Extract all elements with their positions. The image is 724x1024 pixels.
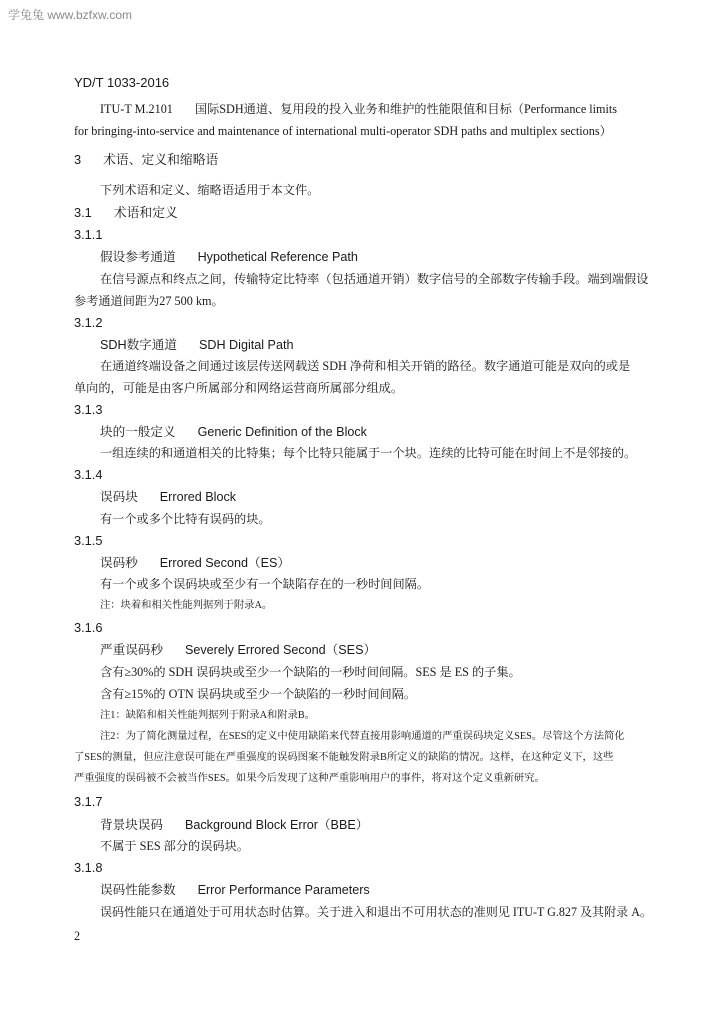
term-note: 注1：缺陷和相关性能判据列于附录A和附录B。: [100, 710, 316, 721]
term-title-en: Generic Definition of the Block: [197, 425, 367, 439]
term-title-zh: 块的一般定义: [100, 425, 176, 439]
term-definition-line: 含有≥30%的 SDH 误码块或至少一个缺陷的一秒时间间隔。SES 是 ES 的子集。: [100, 665, 521, 679]
term-title-zh: SDH数字通道: [100, 338, 177, 352]
term-number: 3.1.8: [74, 860, 103, 875]
term-definition-line: 参考通道间距为27 500 km。: [74, 294, 224, 308]
term-definition-line: 含有≥15%的 OTN 误码块或至少一个缺陷的一秒时间间隔。: [100, 687, 417, 701]
subsection-heading: [74, 207, 178, 220]
section-heading: [74, 154, 218, 167]
term-definition-line: 单向的，可能是由客户所属部分和网络运营商所属部分组成。: [74, 381, 404, 395]
term-title: [100, 339, 293, 352]
term-number: 3.1.6: [74, 620, 103, 635]
term-definition-line: 在信号源点和终点之间，传输特定比特率（包括通道开销）数字信号的全部数字传输手段。端到端假设: [100, 272, 649, 286]
term-title-zh: 误码块: [100, 490, 138, 504]
term-number: 3.1.4: [74, 467, 103, 482]
page-number: 2: [74, 929, 81, 943]
term-definition-line: 一组连续的和通道相关的比特集；每个比特只能属于一个块。连续的比特可能在时间上不是邻接的。: [100, 446, 637, 460]
term-title-zh: 严重误码秒: [100, 643, 163, 657]
term-title-en: Error Performance Parameters: [197, 883, 370, 897]
term-number: 3.1.5: [74, 533, 103, 548]
term-title: [100, 491, 236, 504]
term-definition-line: 有一个或多个误码块或至少有一个缺陷存在的一秒时间间隔。: [100, 577, 430, 591]
term-title-zh: 背景块误码: [100, 818, 163, 832]
term-definition-line: 不属于 SES 部分的误码块。: [100, 839, 249, 853]
term-title: [100, 557, 290, 570]
term-title: [100, 426, 367, 439]
section-title: 术语、定义和缩略语: [103, 152, 219, 167]
term-note: 严重强度的误码被不会被当作SES。如果今后发现了这种严重影响用户的事件，将对这个定义重新研究。: [74, 773, 545, 784]
watermark: 学兔兔 www.bzfxw.com: [8, 8, 133, 22]
term-note: 注：块着和相关性能判据列于附录A。: [100, 600, 273, 611]
term-number: 3.1.7: [74, 794, 103, 809]
term-number: 3.1.3: [74, 402, 103, 417]
reference-code: ITU-T M.2101: [100, 102, 173, 116]
section-intro: 下列术语和定义、缩略语适用于本文件。: [100, 183, 320, 197]
term-definition-line: 有一个或多个比特有误码的块。: [100, 512, 271, 526]
term-definition-line: 误码性能只在通道处于可用状态时估算。关于进入和退出不可用状态的准则见 ITU-T G.827 及其附录 A。: [100, 905, 653, 919]
reference-entry-line1: [100, 103, 617, 115]
reference-title-line1: 国际SDH通道、复用段的投入业务和维护的性能限值和目标（Performance limits: [194, 102, 618, 116]
section-number: 3: [74, 152, 82, 167]
document-code-header: YD/T 1033-2016: [74, 75, 170, 90]
subsection-number: 3.1: [74, 205, 92, 220]
term-number: 3.1.1: [74, 227, 103, 242]
term-title-en: Errored Second（ES）: [159, 556, 290, 570]
term-title-zh: 误码性能参数: [100, 883, 176, 897]
term-number: 3.1.2: [74, 315, 103, 330]
term-title: [100, 644, 376, 657]
term-title-en: Severely Errored Second（SES）: [184, 643, 377, 657]
term-title-en: Background Block Error（BBE）: [184, 818, 369, 832]
subsection-title: 术语和定义: [113, 205, 178, 220]
reference-title-line2: for bringing-into-service and maintenance of international multi-operator SDH paths and multiplex sections）: [74, 124, 612, 138]
term-title-zh: 假设参考通道: [100, 250, 176, 264]
term-note: 了SES的测量，但应注意误可能在严重强度的误码图案不能触发附录B所定义的缺陷的情况。这样，在这种定义下，这些: [74, 752, 614, 763]
term-title-en: Errored Block: [159, 490, 237, 504]
term-title-zh: 误码秒: [100, 556, 138, 570]
term-title: [100, 884, 370, 897]
term-title: [100, 819, 368, 832]
term-definition-line: 在通道终端设备之间通过该层传送网载送 SDH 净荷和相关开销的路径。数字通道可能是双向的或是: [100, 359, 631, 373]
term-title-en: Hypothetical Reference Path: [197, 250, 358, 264]
term-title-en: SDH Digital Path: [198, 338, 294, 352]
term-title: [100, 251, 358, 264]
term-note: 注2：为了简化测量过程，在SES的定义中使用缺陷来代替直接用影响通道的严重误码块定义SES。尽管这个方法简化: [100, 731, 625, 742]
